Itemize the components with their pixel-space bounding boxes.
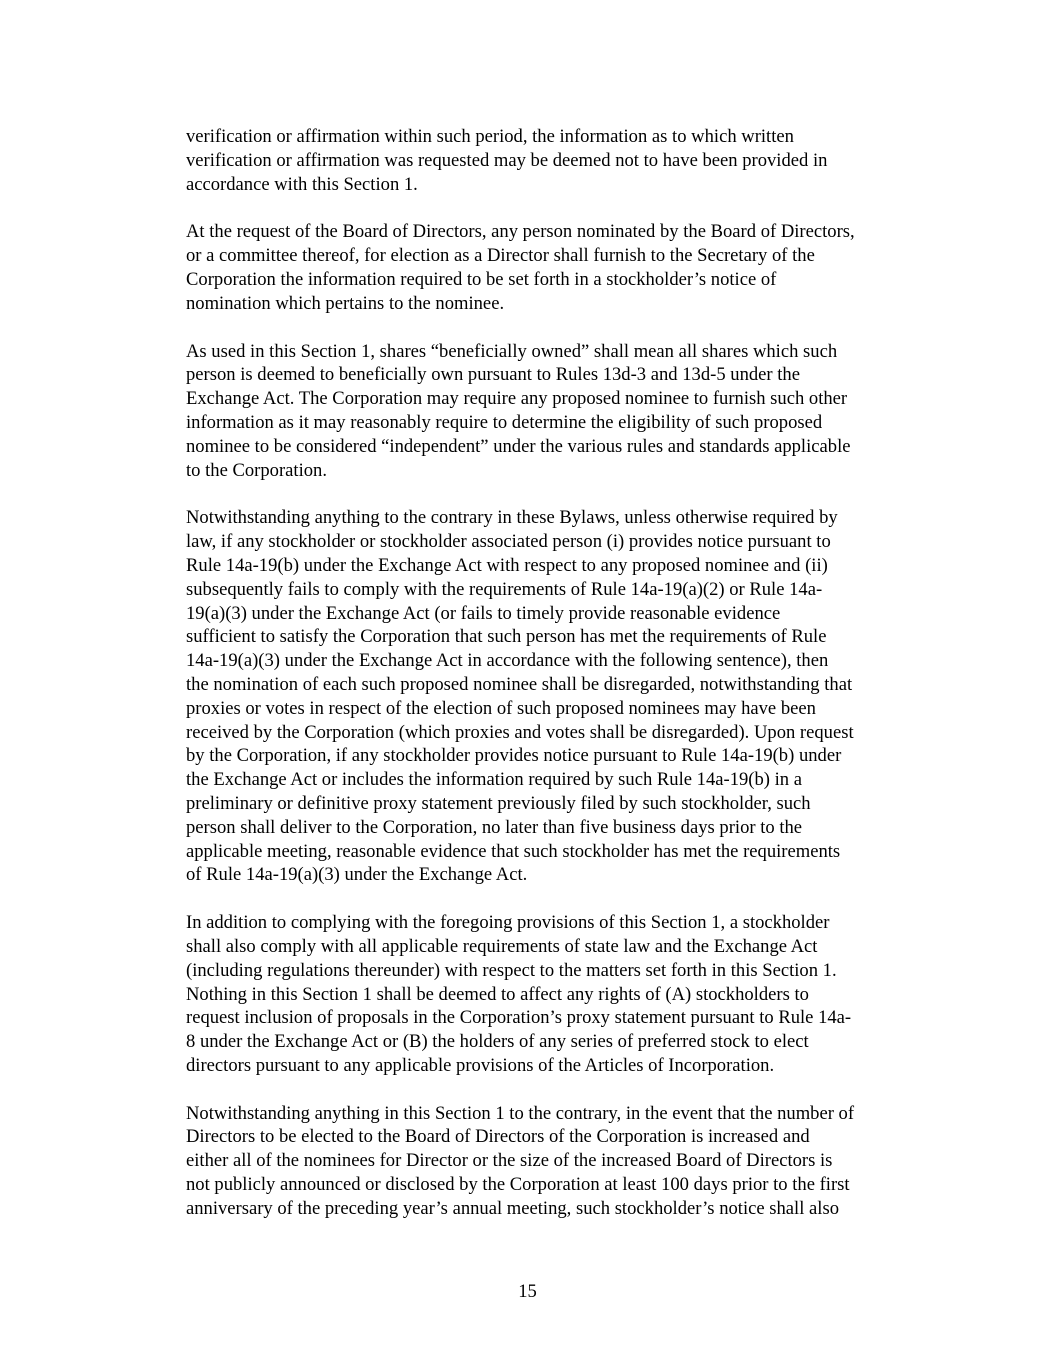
text-line: the Exchange Act or includes the information required by such Rule 14a-19(b) in a <box>186 769 802 791</box>
text-line: person shall deliver to the Corporation, no later than five business days prior to the <box>186 816 803 838</box>
text-line: preliminary or definitive proxy statement previously filed by such stockholder, such <box>186 792 811 814</box>
text-line: At the request of the Board of Directors, any person nominated by the Board of Directors, <box>186 221 855 243</box>
text-line: nomination which pertains to the nominee. <box>186 292 505 314</box>
document-body <box>186 125 946 1245</box>
text-line: or a committee thereof, for election as a Director shall furnish to the Secretary of the <box>186 245 815 267</box>
paragraph-board-request <box>186 220 946 315</box>
text-line: In addition to complying with the foregoing provisions of this Section 1, a stockholder <box>186 912 830 934</box>
text-line: verification or affirmation was requested may be deemed not to have been provided in <box>186 149 828 171</box>
text-line: verification or affirmation within such period, the information as to which written <box>186 126 794 147</box>
text-line: 8 under the Exchange Act or (B) the holders of any series of preferred stock to elect <box>186 1031 809 1053</box>
text-line: law, if any stockholder or stockholder associated person (i) provides notice pursuant to <box>186 531 831 553</box>
text-line: of Rule 14a-19(a)(3) under the Exchange Act. <box>186 864 528 886</box>
text-line: to the Corporation. <box>186 459 327 481</box>
text-line: by the Corporation, if any stockholder provides notice pursuant to Rule 14a-19(b) under <box>186 745 842 767</box>
text-line: Rule 14a-19(b) under the Exchange Act with respect to any proposed nominee and (ii) <box>186 554 828 576</box>
text-line: applicable meeting, reasonable evidence that such stockholder has met the requirements <box>186 840 841 862</box>
paragraph-board-increase <box>186 1102 946 1221</box>
text-line: directors pursuant to any applicable provisions of the Articles of Incorporation. <box>186 1054 775 1076</box>
text-line: anniversary of the preceding year’s annual meeting, such stockholder’s notice shall also <box>186 1197 839 1219</box>
text-line: not publicly announced or disclosed by the Corporation at least 100 days prior to the first <box>186 1174 850 1196</box>
text-line: person is deemed to beneficially own pursuant to Rules 13d-3 and 13d-5 under the <box>186 364 800 386</box>
text-line: Notwithstanding anything to the contrary in these Bylaws, unless otherwise required by <box>186 507 838 529</box>
paragraph-beneficially-owned <box>186 340 946 483</box>
text-line: (including regulations thereunder) with respect to the matters set forth in this Section 1. <box>186 959 837 981</box>
text-line: 19(a)(3) under the Exchange Act (or fails to timely provide reasonable evidence <box>186 602 781 624</box>
text-line: Notwithstanding anything in this Section 1 to the contrary, in the event that the number of <box>186 1102 855 1124</box>
text-line: Corporation the information required to be set forth in a stockholder’s notice of <box>186 268 777 290</box>
text-line: 14a-19(a)(3) under the Exchange Act in accordance with the following sentence), then <box>186 650 829 672</box>
text-line: accordance with this Section 1. <box>186 173 418 195</box>
text-line: Exchange Act. The Corporation may require any proposed nominee to furnish such other <box>186 388 848 410</box>
text-line: subsequently fails to comply with the requirements of Rule 14a-19(a)(2) or Rule 14a- <box>186 578 823 600</box>
text-line: sufficient to satisfy the Corporation that such person has met the requirements of Rule <box>186 626 827 648</box>
text-line: nominee to be considered “independent” under the various rules and standards applicable <box>186 435 851 457</box>
page-number: 15 <box>518 1281 537 1302</box>
text-line: As used in this Section 1, shares “beneficially owned” shall mean all shares which such <box>186 340 838 362</box>
text-line: received by the Corporation (which proxies and votes shall be disregarded). Upon request <box>186 721 854 743</box>
text-line: proxies or votes in respect of the election of such proposed nominees may have been <box>186 697 816 719</box>
text-line: the nomination of each such proposed nominee shall be disregarded, notwithstanding that <box>186 673 853 695</box>
paragraph-verification <box>186 125 946 196</box>
text-line: information as it may reasonably require to determine the eligibility of such proposed <box>186 411 823 433</box>
text-line: request inclusion of proposals in the Corporation’s proxy statement pursuant to Rule 14a- <box>186 1007 852 1029</box>
text-line: shall also comply with all applicable requirements of state law and the Exchange Act <box>186 935 818 957</box>
text-line: Nothing in this Section 1 shall be deemed to affect any rights of (A) stockholders to <box>186 983 809 1005</box>
paragraph-rule-14a-19 <box>186 506 946 887</box>
text-line: either all of the nominees for Director or the size of the increased Board of Directors is <box>186 1150 833 1172</box>
text-line: Directors to be elected to the Board of Directors of the Corporation is increased and <box>186 1126 810 1148</box>
paragraph-state-law-compliance <box>186 911 946 1078</box>
